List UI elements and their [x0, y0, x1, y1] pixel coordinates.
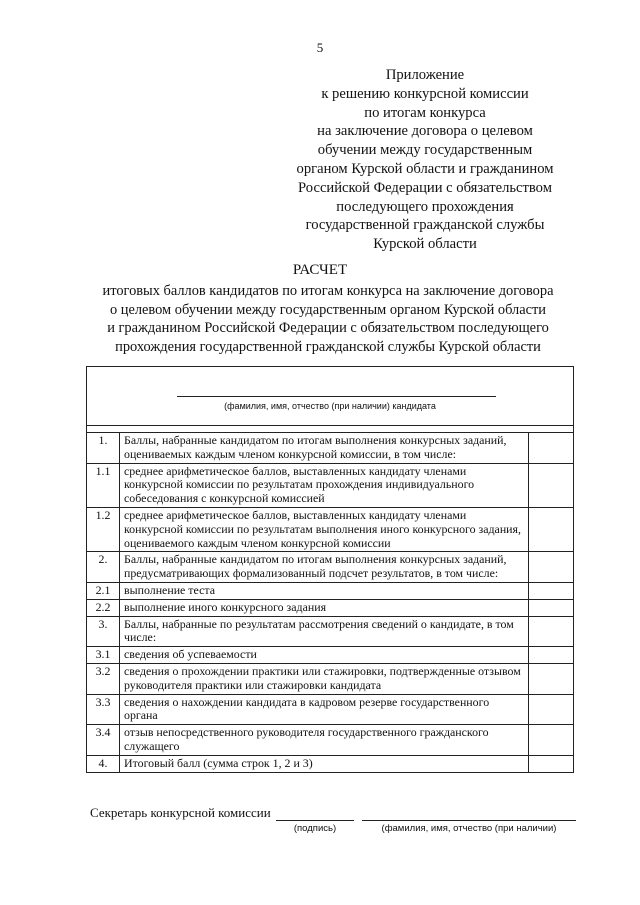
- row-value-cell[interactable]: [529, 663, 574, 694]
- row-text: выполнение иного конкурсного задания: [120, 599, 529, 616]
- subtitle-line: прохождения государственной гражданской службы Курской области: [115, 338, 541, 355]
- appendix-line: к решению конкурсной комиссии: [321, 85, 529, 102]
- secretary-label: Секретарь конкурсной комиссии: [90, 805, 271, 820]
- row-number: 1.1: [87, 463, 120, 507]
- row-value-cell[interactable]: [529, 755, 574, 772]
- row-number: 3.2: [87, 663, 120, 694]
- table-row: [87, 433, 574, 464]
- signature-line[interactable]: [276, 820, 354, 821]
- signature-caption: (подпись): [293, 823, 337, 834]
- table-row: [87, 663, 574, 694]
- appendix-line: органом Курской области и гражданином: [296, 160, 554, 177]
- table-row: [87, 725, 574, 756]
- row-number: 2.2: [87, 599, 120, 616]
- appendix-line: Российской Федерации с обязательством: [298, 179, 552, 196]
- row-value-cell[interactable]: [529, 433, 574, 464]
- row-value-cell[interactable]: [529, 725, 574, 756]
- row-text: выполнение теста: [120, 582, 529, 599]
- row-text: среднее арифметическое баллов, выставленных кандидату членами конкурсной комиссии по результатам прохождения индивидуального собеседования с конкурсной комиссией: [120, 463, 529, 507]
- row-number: 3.3: [87, 694, 120, 725]
- score-table: [86, 366, 574, 773]
- row-text: сведения о нахождении кандидата в кадровом резерве государственного органа: [120, 694, 529, 725]
- table-row: [87, 463, 574, 507]
- row-text: Баллы, набранные кандидатом по итогам выполнения конкурсных заданий, предусматривающих формализованный подсчет результатов, в том числе:: [120, 552, 529, 583]
- candidate-name-cell[interactable]: [87, 367, 574, 426]
- appendix-line: обучении между государственным: [317, 142, 533, 159]
- page-number: 5: [316, 40, 324, 55]
- appendix-line: по итогам конкурса: [364, 104, 486, 121]
- row-value-cell[interactable]: [529, 552, 574, 583]
- row-text: сведения об успеваемости: [120, 647, 529, 664]
- table-row: [87, 552, 574, 583]
- subtitle-line: итоговых баллов кандидатов по итогам конкурса на заключение договора: [102, 283, 554, 299]
- row-number: 3.: [87, 616, 120, 647]
- row-text: среднее арифметическое баллов, выставленных кандидату членами конкурсной комиссии по результатам выполнения иного конкурсного задания, оцениваемого каждым членом конкурсной комиссии: [120, 507, 529, 551]
- table-row: [87, 616, 574, 647]
- table-row: [87, 647, 574, 664]
- row-value-cell[interactable]: [529, 463, 574, 507]
- appendix-line: на заключение договора о целевом: [317, 123, 533, 140]
- row-value-cell[interactable]: [529, 507, 574, 551]
- row-number: 2.1: [87, 582, 120, 599]
- appendix-line: последующего прохождения: [336, 198, 514, 215]
- appendix-line: государственной гражданской службы: [305, 217, 545, 234]
- table-spacer: [87, 426, 574, 433]
- table-row: [87, 582, 574, 599]
- row-number: 1.2: [87, 507, 120, 551]
- row-number: 1.: [87, 433, 120, 464]
- row-value-cell[interactable]: [529, 616, 574, 647]
- secretary-name-line[interactable]: [362, 820, 576, 821]
- table-row: [87, 755, 574, 772]
- row-value-cell[interactable]: [529, 599, 574, 616]
- appendix-line: Приложение: [385, 67, 465, 83]
- row-text: отзыв непосредственного руководителя государственного гражданского служащего: [120, 725, 529, 756]
- row-value-cell[interactable]: [529, 647, 574, 664]
- row-text: Баллы, набранные по результатам рассмотрения сведений о кандидате, в том числе:: [120, 616, 529, 647]
- row-number: 3.1: [87, 647, 120, 664]
- table-row: [87, 694, 574, 725]
- row-value-cell[interactable]: [529, 582, 574, 599]
- appendix-line: Курской области: [373, 236, 477, 253]
- document-subtitle: [80, 282, 576, 356]
- table-row: [87, 599, 574, 616]
- row-number: 2.: [87, 552, 120, 583]
- appendix-header: [290, 66, 560, 254]
- subtitle-line: и гражданином Российской Федерации с обязательством последующего: [107, 320, 549, 336]
- row-text: Итоговый балл (сумма строк 1, 2 и 3): [120, 755, 529, 772]
- secretary-name-caption: (фамилия, имя, отчество (при наличии): [381, 823, 557, 834]
- candidate-name-line: [177, 396, 496, 397]
- row-number: 3.4: [87, 725, 120, 756]
- row-value-cell[interactable]: [529, 694, 574, 725]
- table-row: [87, 507, 574, 551]
- row-number: 4.: [87, 755, 120, 772]
- row-text: сведения о прохождении практики или стажировки, подтвержденные отзывом руководителя практики или стажировки кандидата: [120, 663, 529, 694]
- subtitle-line: о целевом обучении между государственным органом Курской области: [109, 301, 546, 318]
- row-text: Баллы, набранные кандидатом по итогам выполнения конкурсных заданий, оцениваемых каждым членом конкурсной комиссии, в том числе:: [120, 433, 529, 464]
- document-title: РАСЧЕТ: [292, 262, 348, 278]
- candidate-header-row: [87, 367, 574, 426]
- candidate-name-caption: (фамилия, имя, отчество (при наличии) кандидата: [224, 401, 436, 411]
